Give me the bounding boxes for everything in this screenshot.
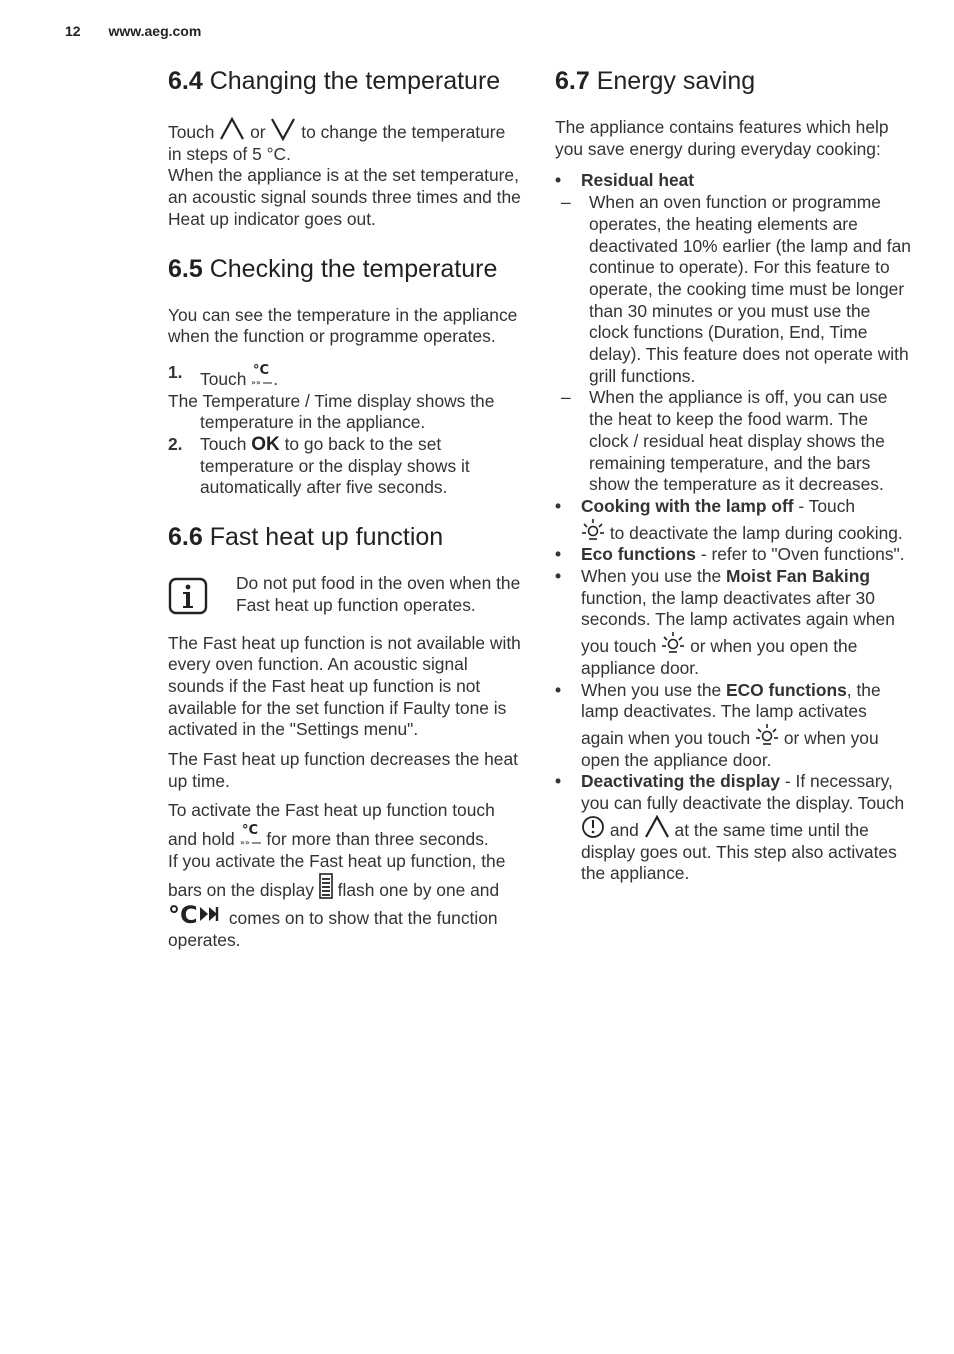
list-item-moist-fan-baking: • When you use the Moist Fan Baking function, the lamp deactivates after 30 seconds. The lamp activates again when you touch or when you open the appliance door. xyxy=(555,566,895,678)
list-item-eco-functions: • Eco functions - refer to "Oven functions". xyxy=(555,544,905,565)
energy-features-list xyxy=(555,170,911,885)
svg-text:°C: °C xyxy=(241,823,258,839)
list-item-lamp-off: • Cooking with the lamp off - Touch to deactivate the lamp during cooking. xyxy=(555,495,903,543)
arrow-down-icon xyxy=(270,117,296,141)
fast-heat-icon xyxy=(251,362,273,388)
fast-heat-icon xyxy=(240,822,262,848)
display-bars-icon xyxy=(319,873,333,899)
text-fast-heat-decreases: The Fast heat up function decreases the heat up time. xyxy=(168,749,518,791)
list-item-deactivating-display: • Deactivating the display - If necessary, you can fully deactivate the display. Touch and at the same time until the display goes out. This step also activates the appliance. xyxy=(555,771,905,884)
text-checking-intro: You can see the temperature in the appliance when the function or programme operates. xyxy=(168,304,518,347)
fast-heat-active-icon xyxy=(168,901,224,927)
list-item-eco-functions-lamp: • When you use the ECO functions, the lamp deactivates. The lamp activates again when you touch or when you open the appliance door. xyxy=(555,679,881,770)
list-item: – When the appliance is off, you can use the heat to keep the food warm. The clock / residual heat display shows the remaining temperature, and the bars show the temperature as it decreases. xyxy=(561,387,888,495)
info-icon xyxy=(168,577,208,615)
lamp-icon xyxy=(755,723,779,747)
power-icon xyxy=(581,815,605,839)
checking-steps xyxy=(168,362,523,499)
text-energy-intro: The appliance contains features which help you save energy during everyday cooking: xyxy=(555,117,889,159)
list-item-residual-heat: • Residual heat – When an oven function or programme operates, the heating elements are deactivated 10% earlier (the lamp and fan continue to operate). For this feature to operate, the cooking time must be longer than 30 minutes or you must use the clock functions (Duration, End, Time delay). This feature does not operate with grill functions. – When the appliance is off, you can use the heat to keep the food warm. The clock / residual heat display shows the remaining temperature, and the bars show the temperature as it decreases. xyxy=(555,170,911,495)
svg-text:°C: °C xyxy=(253,362,270,378)
heading-checking-temperature: 6.5 Checking the temperature xyxy=(168,254,498,283)
page-header xyxy=(65,23,201,39)
lamp-icon xyxy=(581,518,605,542)
right-column xyxy=(555,64,911,885)
step-2: 2. Touch OK to go back to the set temperature or the display shows it automatically after five seconds. xyxy=(168,434,470,498)
svg-text:°C: °C xyxy=(168,901,198,928)
heading-energy-saving: 6.7 Energy saving xyxy=(555,67,756,95)
svg-text:»»: »» xyxy=(251,377,262,387)
heading-fast-heat-up: 6.6 Fast heat up function xyxy=(168,523,444,552)
page-number: 12 xyxy=(65,23,81,39)
step-1: 1. Touch °C »» . The Temperature / Time display shows the temperature in the appliance. xyxy=(168,361,495,433)
list-item: – When an oven function or programme operates, the heating elements are deactivated 10% earlier (the lamp and fan continue to operate). For this feature to operate, the cooking time must be longer than 30 minutes or you must use the clock functions (Duration, End, Time delay). This feature does not operate with grill functions. xyxy=(561,192,911,386)
text-fast-heat-activate: To activate the Fast heat up function touch and hold °C »» for more than three seconds. If you activate the Fast heat up function, the bars on the display flash one by one and °C comes on to show that the function operates. xyxy=(168,800,506,950)
svg-text:»»: »» xyxy=(239,838,250,848)
text-changing-temperature: Touch or to change the temperature in steps of 5 °C. When the appliance is at the set temperature, an acoustic signal sounds three times and the Heat up indicator goes out. xyxy=(168,117,523,231)
arrow-up-icon xyxy=(219,117,245,141)
ok-icon: OK xyxy=(251,434,280,456)
info-note xyxy=(168,573,523,616)
text-fast-heat-availability: The Fast heat up function is not available with every oven function. An acoustic signal sounds if the Fast heat up function is not available for the set function if Faulty tone is activated in the "Settings menu". xyxy=(168,632,521,740)
lamp-icon xyxy=(661,631,685,655)
residual-heat-sublist xyxy=(555,192,911,496)
website-url: www.aeg.com xyxy=(108,23,202,39)
info-note-text: Do not put food in the oven when the Fast heat up function operates. xyxy=(236,573,521,615)
left-column xyxy=(168,64,523,952)
heading-changing-temperature: 6.4 Changing the temperature xyxy=(168,67,501,95)
arrow-up-icon xyxy=(644,815,670,839)
